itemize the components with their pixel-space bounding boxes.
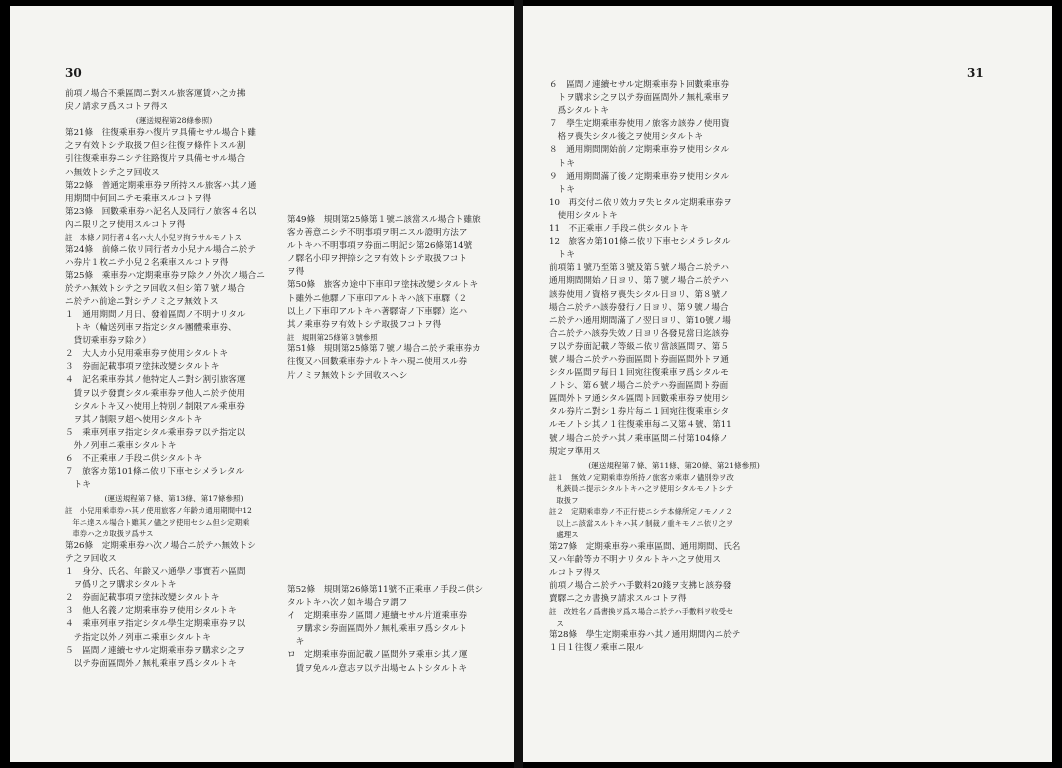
text-line: 前項第１號乃至第３號及第５號ノ場合ニ於テハ [549, 263, 729, 274]
text-line: ７ 學生定期乘車券使用ノ旅客カ該券ノ使用資 [549, 119, 730, 130]
note-line: 札鋏員ニ提示シタルトキハ之ヲ使用シタルモノトシテ [549, 484, 734, 494]
text-line: ハ無效トシテ之ヲ回收ス [65, 167, 160, 178]
text-line: シタルトキ又ハ使用上特別ノ制限アル乘車券 [65, 401, 245, 412]
text-line: ８ 通用期間開始前ノ定期乘車券ヲ使用シタル [549, 145, 730, 156]
text-line: 又ハ年齡等カ不明ナリタルトキハ之ヲ使用ス [549, 554, 721, 565]
text-line: 之ヲ有效トシテ取扱フ但シ往復ヲ條件トスル割 [65, 141, 246, 152]
text-line: 第22條 普通定期乘車券ヲ所持スル旅客ハ其ノ通 [65, 180, 257, 191]
text-line: トヲ購求シ之ヲ以テ券面區間外ノ無札乘車ヲ [549, 93, 730, 104]
text-line: 第21條 往復乘車券ハ復片ヲ具備セサル場合ト雖 [65, 128, 256, 139]
text-column [65, 88, 283, 671]
text-line: トキ [549, 250, 575, 261]
left-page [10, 6, 514, 762]
text-line: ５ 乘車列車ヲ指定シタル乘車券ヲ以テ指定以 [65, 427, 246, 438]
citation-line: (運送規程第７條、第11條、第20條、第21條參照) [588, 460, 760, 470]
text-line: シタル區間ヲ每日１回宛往復乘車ヲ爲シタルモ [549, 368, 729, 379]
text-line: ハ券片１枚ニテ小兒２名乘車スルコトヲ得 [65, 257, 229, 268]
text-line: 前項ノ場合不乗區間ニ對スル旅客運賃ハ之カ拂 [65, 89, 246, 99]
text-line: タルトキハ次ノ如キ場合ヲ謂フ [287, 598, 408, 609]
text-line: ９ 通用期間滿了後ノ定期乘車券ヲ使用シタル [549, 171, 730, 182]
text-line: 11 不正乘車ノ手段ニ供シタルトキ [549, 224, 689, 235]
text-line: ヲ以テ券面記載ノ等級ニ依リ當該區間ヲ、第５ [549, 341, 729, 352]
note-line: 註 規則第25條第３號參照 [287, 332, 378, 342]
text-line: ヲ僞リ之ヲ購求シタルトキ [65, 580, 177, 591]
text-line: ４ 記名乘車券其ノ他特定人ニ對シ割引旅客運 [65, 375, 246, 386]
text-line: 片ノミヲ無效トシテ回收スヘシ [287, 370, 408, 381]
text-line: 通用期間開始ノ日ヨリ、第７號ノ場合ニ於テハ [549, 276, 729, 287]
note-line: 註 本條ノ同行者４名ハ大人小兒ヲ拘ラサルモノトス [65, 233, 242, 243]
page-number: 30 [65, 66, 82, 80]
text-line: ヲ得 [287, 267, 305, 278]
text-line: 於テハ無效トシテ之ヲ回收ス但シ第７號ノ場合 [65, 283, 245, 294]
text-line: ２ 券面記載事項ヲ塗抹改變シタルトキ [65, 593, 220, 604]
text-line: 第28條 學生定期乘車券ハ其ノ通用期間內ニ於テ [549, 630, 741, 641]
text-line: 第26條 定期乘車券ハ次ノ場合ニ於テハ無效トシ [65, 540, 256, 551]
note-line: 年ニ達スル場合ト雖其ノ儘之ヲ使用セシム但シ定期乘 [65, 517, 250, 527]
text-line: 格ヲ喪失シタル後之ヲ使用シタルトキ [549, 132, 704, 143]
text-line: 使用シタルトキ [549, 210, 618, 221]
text-line: 以上ノ下車印アルトキハ著驛寄ノ下車驛）迄ハ [287, 306, 468, 317]
text-line: 戻ノ請求ヲ爲スコトヲ得ス [65, 102, 169, 113]
text-line: １日１往復ノ乘車ニ限ル [549, 643, 644, 654]
text-line: ２ 大人カ小兒用乘車券ヲ使用シタルトキ [65, 349, 228, 360]
text-line: トキ [549, 184, 575, 195]
text-line: 號ノ場合ニ於テハ其ノ乘車區間ニ付第104條ノ [549, 433, 729, 444]
text-line: 賃ヲ以テ發賣シタル乘車券ヲ他人ニ於テ使用 [65, 388, 246, 399]
text-line: ５ 區間ノ連續セサル定期乘車券ヲ購求シ之ヲ [65, 645, 246, 656]
text-line: 往復又ハ回數乘車券ナルトキハ現ニ使用スル券 [287, 357, 468, 368]
text-line: 引往復乘車券ニシテ往路復片ヲ具備セサル場合 [65, 154, 246, 165]
text-line: 該券使用ノ資格ヲ喪失シタル日ヨリ、第８號ノ [549, 289, 729, 300]
text-line: ヲ其ノ制限ヲ超ヘ使用シタルトキ [65, 414, 203, 425]
text-line: 貸切乘車券ヲ除ク） [65, 336, 151, 347]
text-line: 內ニ限リ之ヲ使用スルコトヲ得 [65, 219, 186, 230]
text-line: ６ 區間ノ連續セサル定期乘車券ト回數乘車券 [549, 80, 730, 90]
text-line: ３ 券面記載事項ヲ塗抹改變シタルトキ [65, 362, 220, 373]
note-line: ス [549, 618, 564, 628]
text-line: 第52條 規則第26條第11號不正乘車ノ手段ニ供シ [287, 585, 484, 595]
citation-line: (運送規程第７條、第13條、第17條參照) [104, 494, 244, 504]
text-column [287, 214, 507, 383]
text-line: ７ 旅客カ第101條ニ依リ下車セシメラレタル [65, 467, 245, 478]
note-line: 以上ニ該當スルトキハ其ノ制裁ノ重キモノニ依リ之ヲ [549, 518, 734, 528]
text-line: 第27條 定期乘車券ハ乘車區間、通用期間、氏名 [549, 541, 741, 552]
text-line: テ指定以外ノ列車ニ乘車シタルトキ [65, 632, 211, 643]
text-line: 場合ニ於テハ該券發行ノ日ヨリ、第９號ノ場合 [549, 302, 729, 313]
text-line: ノトシ、第６號ノ場合ニ於テハ券面區間ト券面 [549, 381, 729, 392]
text-line: 區間外トヲ通シタル區間ト回數乘車券ヲ使用シ [549, 394, 730, 405]
citation-line: (運送規程第28條參照) [135, 116, 213, 126]
page-number: 31 [967, 66, 984, 80]
right-page [523, 6, 1052, 762]
text-line: 第49條 規則第25條第１號ニ該當スル場合ト雖旅 [287, 215, 481, 225]
text-line: ニ於テハ前途ニ對シテノミ之ヲ無效トス [65, 296, 219, 307]
text-line: 第23條 回數乘車券ハ記名人及同行ノ旅客４名以 [65, 206, 257, 217]
text-column [287, 584, 507, 676]
text-line: 規定ヲ準用ス [549, 446, 601, 457]
text-line: １ 身分、氏名、年齡又ハ通學ノ事實若ハ區間 [65, 567, 246, 578]
text-line: 用期間中何回ニテモ乘車スルコトヲ得 [65, 193, 212, 204]
text-line: ルトキハ不明事項ヲ券面ニ明記シ第26條第14號 [287, 241, 473, 252]
text-line: 其ノ乘車券ヲ有效トシテ取扱フコトヲ得 [287, 319, 442, 330]
text-line: ルモノトシ其ノ１往復乘車每ニ又第４號、第11 [549, 420, 732, 431]
note-line: 註 改姓名ノ爲書換ヲ爲ス場合ニ於テハ手數料ヲ收受セ [549, 607, 734, 617]
text-line: イ 定期乘車券ノ區間ノ連續セサル片道乘車券 [287, 611, 468, 622]
text-line: 10 再交付ニ依リ效力ヲ失ヒタル定期乘車券ヲ [549, 197, 732, 208]
text-line: 第50條 旅客カ途中下車印ヲ塗抹改變シタルトキ [287, 280, 479, 291]
note-line: 註１ 無效ノ定期乘車券所持ノ旅客カ乘車ノ儘別券ヲ改 [549, 472, 734, 482]
note-line: 車券ハ之カ取扱ヲ爲サス [65, 529, 154, 539]
text-line: 第51條 規則第25條第７號ノ場合ニ於テ乘車券カ [287, 344, 481, 355]
text-line: 12 旅客カ第101條ニ依リ下車セシメラレタル [549, 237, 731, 248]
text-line: ト雖外ニ他驛ノ下車印アルトキハ該下車驛（２ [287, 293, 468, 304]
text-line: 號ノ場合ニ於テハ券面區間ト券面區間外トヲ通 [549, 354, 729, 365]
text-line: ヲ購求シ券面區間外ノ無札乘車ヲ爲シタルト [287, 624, 468, 635]
text-line: ６ 不正乘車ノ手段ニ供シタルトキ [65, 454, 203, 465]
text-line: ニ於テハ通用期間滿了ノ翌日ヨリ、第10號ノ場 [549, 315, 731, 326]
text-line: ルコトヲ得ス [549, 568, 601, 578]
text-line: 賣驛ニ之カ書換ヲ請求スルコトヲ得 [549, 594, 687, 605]
text-line: 合ニ於テハ該券失效ノ日ヨリ各發見當日迄該券 [549, 328, 729, 339]
text-line: ４ 乘車列車ヲ指定シタル學生定期乘車券ヲ以 [65, 619, 246, 630]
note-line: 註２ 定期乘車券ノ不正行使ニシテ本條所定ノモノノ２ [549, 507, 733, 517]
text-line: ノ驛名小印ヲ押捺シ之ヲ有效トシテ取扱フコト [287, 254, 468, 265]
text-line: トキ [549, 158, 575, 169]
book-spine [514, 0, 523, 768]
text-line: トキ（輪送列車ヲ指定シタル團體乘車券、 [65, 323, 237, 334]
note-line: 取扱フ [549, 495, 579, 505]
text-line: タル券片ニ對シ１券片每ニ１回宛往復乘車シタ [549, 407, 730, 418]
note-line: 註 小兒用乘車券ハ其ノ使用旅客ノ年齡カ通用期間中12 [65, 506, 252, 516]
text-line: 第24條 前條ニ依リ同行者カ小兒ナル場合ニ於テ [65, 244, 256, 255]
note-line: 處理ス [549, 530, 579, 540]
text-line: キ [287, 637, 305, 648]
text-line: ３ 他人名義ノ定期乘車券ヲ使用シタルトキ [65, 606, 237, 617]
text-line: 賃ヲ免ルル意志ヲ以テ出場セムトシタルトキ [287, 663, 467, 674]
text-line: 前項ノ場合ニ於テハ手數料20錢ヲ支拂ヒ該券發 [549, 581, 732, 592]
text-line: 客カ善意ニシテ不明事項ヲ明ニスル證明方法ア [287, 228, 468, 239]
text-line: 以テ券面區間外ノ無札乘車ヲ爲シタルトキ [65, 658, 237, 669]
text-line: トキ [65, 480, 91, 491]
text-line: 第25條 乘車券ハ定期乘車券ヲ除クノ外次ノ場合ニ [65, 270, 265, 281]
text-line: １ 通用期間ノ月日、發着區間ノ不明ナリタル [65, 310, 246, 320]
text-line: 外ノ列車ニ乘車シタルトキ [65, 440, 177, 451]
text-column [549, 79, 799, 655]
text-line: テ之ヲ回收ス [65, 554, 117, 564]
text-line: 爲シタルトキ [549, 106, 609, 117]
text-line: ロ 定期乘車券面記載ノ區間外ヲ乘車シ其ノ運 [287, 650, 468, 661]
